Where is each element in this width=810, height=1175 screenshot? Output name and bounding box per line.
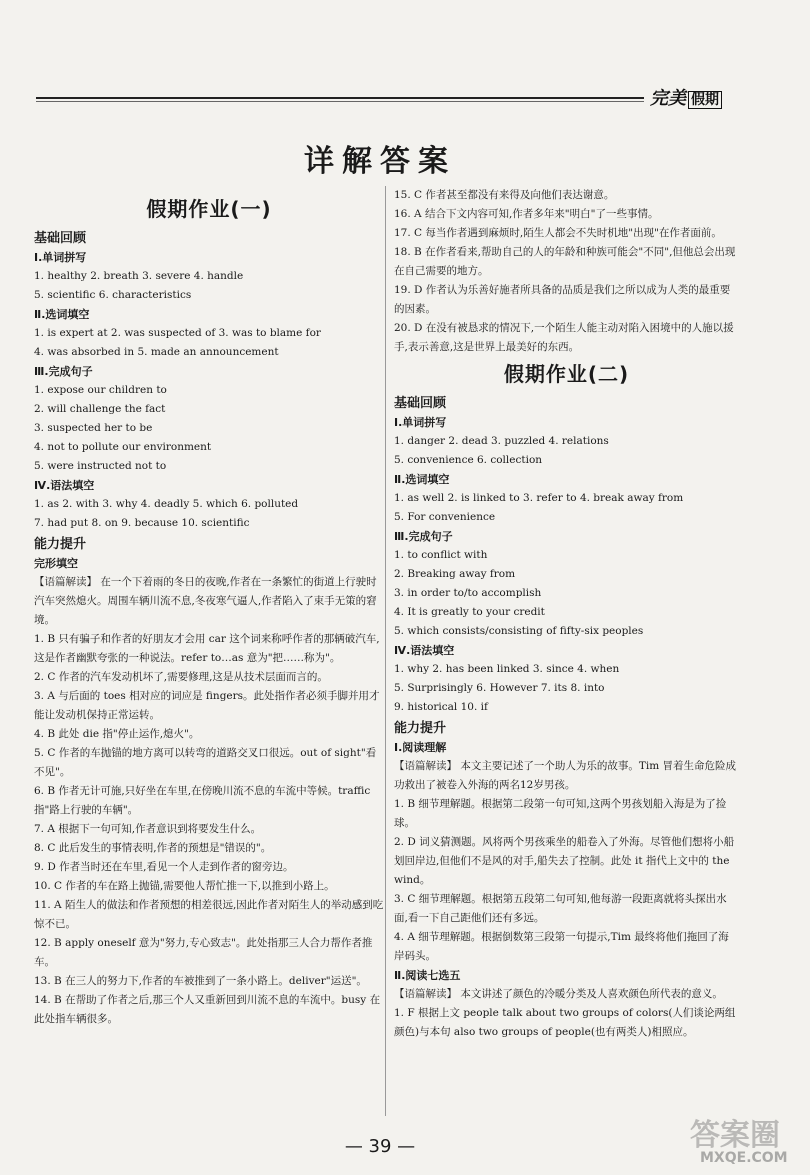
answer-line: 1. to conflict with — [394, 549, 488, 561]
explanation-para: 2. D 词义猜测题。风将两个男孩乘坐的船卷入了外海。尽管他们想将小船划回岸边,但他们不是风的对手,船失去了控制。此处 it 指代上文中的 the wind。 — [394, 836, 735, 886]
answer-line: 2. Breaking away from — [394, 568, 516, 580]
page-number: — 39 — — [344, 1136, 416, 1157]
explanation-para: 12. B apply oneself 意为"努力,专心致志"。此处指那三人合力帮作者推车。 — [34, 937, 373, 968]
answer-line: 9. historical 10. if — [394, 701, 488, 713]
explanation-para: 14. B 在帮助了作者之后,那三个人又重新回到川流不息的车流中。busy 在此处指车辆很多。 — [34, 994, 381, 1025]
watermark-url: MXQE.COM — [700, 1150, 788, 1166]
answer-line: 1. expose our children to — [34, 384, 167, 396]
basic-review-heading: 基础回顾 — [394, 396, 447, 411]
explanation-para: 19. D 作者认为乐善好施者所具备的品质是我们之所以成为人类的最重要的因素。 — [394, 284, 731, 315]
explanation-para: 7. A 根据下一句可知,作者意识到将要发生什么。 — [34, 823, 262, 835]
explanation-para: 13. B 在三人的努力下,作者的车被推到了一条小路上。deliver"运送"。 — [34, 975, 367, 987]
complete-heading: Ⅲ.完成句子 — [394, 530, 453, 543]
brand-text: 完美 — [650, 88, 686, 109]
answer-line: 3. suspected her to be — [34, 422, 153, 434]
explanation-para: 15. C 作者甚至都没有来得及向他们表达谢意。 — [394, 189, 615, 201]
explanation-para: 5. C 作者的车抛锚的地方离可以转弯的道路交叉口很远。out of sight"看不见"。 — [34, 747, 377, 778]
answer-line: 7. had put 8. on 9. because 10. scientific — [34, 517, 250, 529]
explanation-para: 4. A 细节理解题。根据倒数第三段第一句提示,Tim 最终将他们拖回了海岸码头。 — [394, 931, 729, 962]
explanation-para: 3. A 与后面的 toes 相对应的词应是 fingers。此处指作者必须手脚并用才能让发动机保持正常运转。 — [34, 690, 380, 721]
brand-logo — [650, 84, 722, 110]
explanation-para: 11. A 陌生人的做法和作者预想的相差很远,因此作者对陌生人的举动感到吃惊不已。 — [34, 899, 384, 930]
select-heading: Ⅱ.选词填空 — [394, 473, 450, 486]
answer-line: 4. was absorbed in 5. made an announcement — [34, 346, 279, 358]
reading-heading: Ⅰ.阅读理解 — [394, 741, 447, 754]
explanation-para: 3. C 细节理解题。根据第五段第二句可知,他每游一段距离就将头探出水面,看一下自己距他们还有多远。 — [394, 893, 727, 924]
explanation-para: 1. B 细节理解题。根据第二段第一句可知,这两个男孩划船入海是为了捡球。 — [394, 798, 727, 829]
explanation-para: 6. B 作者无计可施,只好坐在车里,在傍晚川流不息的车流中等候。traffic 指"路上行驶的车辆"。 — [34, 785, 371, 816]
page-title: 详解答案 — [304, 144, 456, 179]
basic-review-heading: 基础回顾 — [34, 231, 87, 246]
header-rule-thin — [36, 101, 644, 102]
answer-line: 3. in order to/to accomplish — [394, 587, 542, 599]
cloze-heading: 完形填空 — [34, 557, 78, 570]
ability-heading: 能力提升 — [394, 721, 447, 736]
answer-line: 1. healthy 2. breath 3. severe 4. handle — [34, 270, 244, 282]
answer-line: 5. Surprisingly 6. However 7. its 8. into — [394, 682, 605, 694]
grammar-heading: Ⅳ.语法填空 — [34, 479, 95, 492]
explanation-para: 【语篇解读】 本文主要记述了一个助人为乐的故事。Tim 冒着生命危险成功救出了被卷入外海的两名12岁男孩。 — [394, 760, 736, 791]
answer-line: 4. not to pollute our environment — [34, 441, 212, 453]
answer-line: 5. scientific 6. characteristics — [34, 289, 192, 301]
answer-line: 1. is expert at 2. was suspected of 3. was to blame for — [34, 327, 321, 339]
vocab-heading: Ⅰ.单词拼写 — [34, 251, 87, 264]
answer-line: 1. as 2. with 3. why 4. deadly 5. which 6. polluted — [34, 498, 299, 510]
answer-line: 1. as well 2. is linked to 3. refer to 4. break away from — [394, 492, 684, 504]
ability-heading: 能力提升 — [34, 537, 87, 552]
explanation-para: 4. B 此处 die 指"停止运作,熄火"。 — [34, 728, 200, 740]
seven-choice-heading: Ⅱ.阅读七选五 — [394, 969, 461, 982]
select-heading: Ⅱ.选词填空 — [34, 308, 90, 321]
explanation-para: 10. C 作者的车在路上抛锚,需要他人帮忙推一下,以推到小路上。 — [34, 880, 335, 892]
explanation-para: 17. C 每当作者遇到麻烦时,陌生人都会不失时机地"出现"在作者面前。 — [394, 227, 722, 239]
answer-line: 2. will challenge the fact — [34, 403, 166, 415]
explanation-para: 8. C 此后发生的事情表明,作者的预想是"错误的"。 — [34, 842, 272, 854]
vocab-heading: Ⅰ.单词拼写 — [394, 416, 447, 429]
header-rule — [36, 97, 644, 99]
watermark-logo: 答案圈 — [690, 1118, 780, 1153]
right-column — [394, 186, 739, 1042]
explanation-para: 1. B 只有骗子和作者的好朋友才会用 car 这个词来称呼作者的那辆破汽车,这是作者幽默夸张的一种说法。refer to…as 意为"把……称为"。 — [34, 633, 380, 664]
column-divider — [385, 186, 386, 1116]
answer-line: 4. It is greatly to your credit — [394, 606, 545, 618]
complete-heading: Ⅲ.完成句子 — [34, 365, 93, 378]
explanation-para: 1. F 根据上文 people talk about two groups of colors(人们谈论两组颜色)与本句 also two groups of people(也有两类人)相照应。 — [394, 1007, 736, 1038]
section-title-2: 假期作业(二) — [503, 362, 630, 386]
answer-line: 1. danger 2. dead 3. puzzled 4. relations — [394, 435, 609, 447]
brand-sub: 假期 — [688, 91, 722, 109]
answer-line: 5. were instructed not to — [34, 460, 167, 472]
grammar-heading: Ⅳ.语法填空 — [394, 644, 455, 657]
section-title-1: 假期作业(一) — [146, 197, 272, 221]
explanation-para: 9. D 作者当时还在车里,看见一个人走到作者的窗旁边。 — [34, 861, 294, 873]
explanation-para: 18. B 在作者看来,帮助自己的人的年龄和种族可能会"不同",但他总会出现在自己需要的地方。 — [394, 246, 736, 277]
answer-line: 5. convenience 6. collection — [394, 454, 543, 466]
explanation-para: 【语篇解读】 本文讲述了颜色的冷暖分类及人喜欢颜色所代表的意义。 — [394, 988, 723, 1000]
explanation-para: 20. D 在没有被恳求的情况下,一个陌生人能主动对陷入困境中的人施以援手,表示善意,这是世界上最美好的东西。 — [394, 322, 734, 353]
explanation-para: 2. C 作者的汽车发动机坏了,需要修理,这是从技术层面而言的。 — [34, 671, 328, 683]
left-column — [34, 198, 384, 1029]
answer-line: 1. why 2. has been linked 3. since 4. when — [394, 663, 620, 675]
explanation-para: 【语篇解读】 在一个下着雨的冬日的夜晚,作者在一条繁忙的街道上行驶时汽车突然熄火。周围车辆川流不息,冬夜寒气逼人,作者陷入了束手无策的窘境。 — [34, 576, 377, 626]
explanation-para: 16. A 结合下文内容可知,作者多年来"明白"了一些事情。 — [394, 208, 659, 220]
answer-line: 5. For convenience — [394, 511, 496, 523]
answer-line: 5. which consists/consisting of fifty-six peoples — [394, 625, 644, 637]
